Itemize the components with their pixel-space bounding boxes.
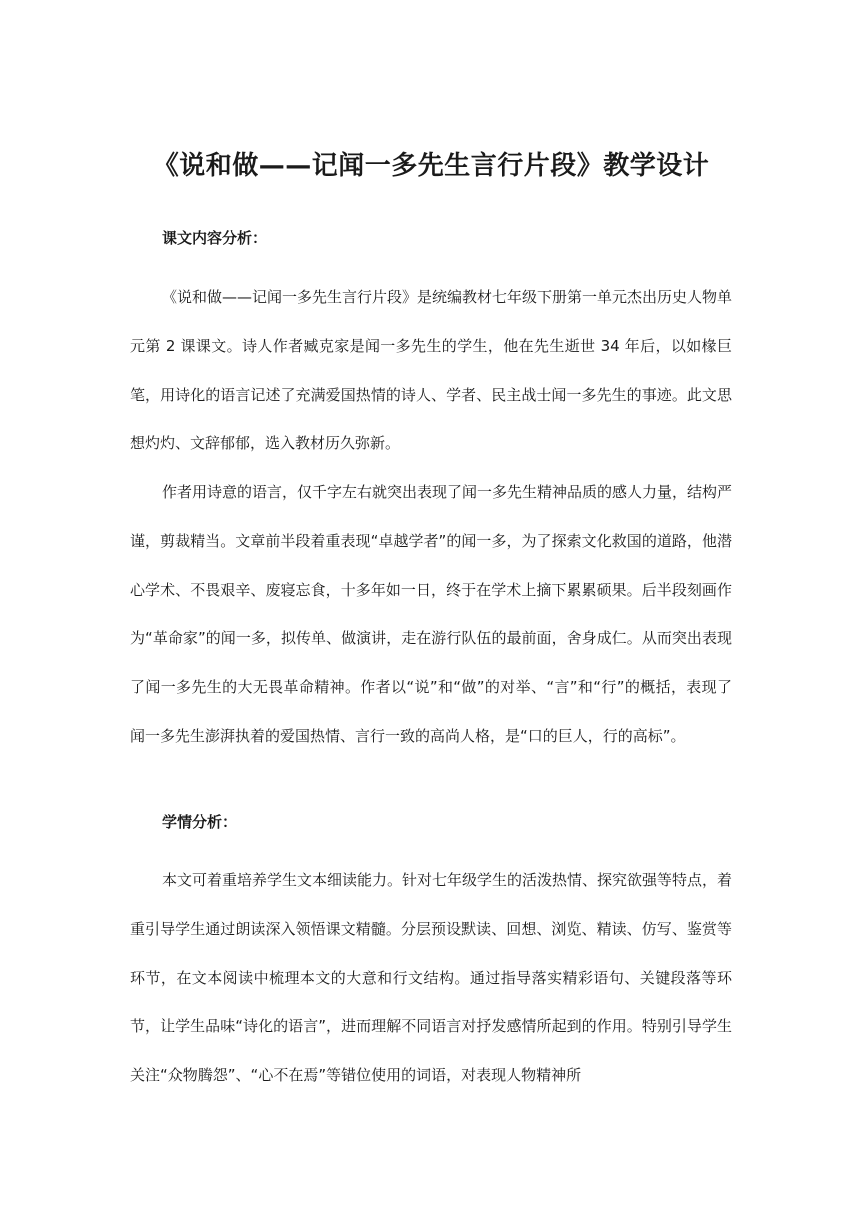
section-heading-student-analysis: 学情分析： [162, 813, 238, 831]
paragraph-text-analysis-1: 《说和做——记闻一多先生言行片段》是统编教材七年级下册第一单元杰出历史人物单元第 2 课课文。诗人作者臧克家是闻一多先生的学生，他在先生逝世 34 年后，以如椽巨笔，用诗化的语言记述了充满爱国热情的诗人、学者、民主战士闻一多先生的事迹。此文思想灼灼、文辞郁郁，选入教材历久弥新。 [130, 288, 733, 453]
section-heading-text-analysis: 课文内容分析： [162, 229, 268, 247]
paragraph-student-analysis-1: 本文可着重培养学生文本细读能力。针对七年级学生的活泼热情、探究欲强等特点，着重引导学生通过朗读深入领悟课文精髓。分层预设默读、回想、浏览、精读、仿写、鉴赏等环节，在文本阅读中梳理本文的大意和行文结构。通过指导落实精彩语句、关键段落等环节，让学生品味“诗化的语言”，进而理解不同语言对抒发感情所起到的作用。特别引导学生关注“众物腾怨”、“心不在焉”等错位使用的词语，对表现人物精神所 [130, 871, 733, 1085]
document-title: 《说和做——记闻一多先生言行片段》教学设计 [152, 151, 710, 181]
paragraph-text-analysis-2: 作者用诗意的语言，仅千字左右就突出表现了闻一多先生精神品质的感人力量，结构严谨，剪裁精当。文章前半段着重表现“卓越学者”的闻一多，为了探索文化救国的道路，他潜心学术、不畏艰辛、废寝忘食，十多年如一日，终于在学术上摘下累累硕果。后半段刻画作为“革命家”的闻一多，拟传单、做演讲，走在游行队伍的最前面，舍身成仁。从而突出表现了闻一多先生的大无畏革命精神。作者以“说”和“做”的对举、“言”和“行”的概括，表现了闻一多先生澎湃执着的爱国热情、言行一致的高尚人格，是“口的巨人，行的高标”。 [130, 483, 733, 745]
